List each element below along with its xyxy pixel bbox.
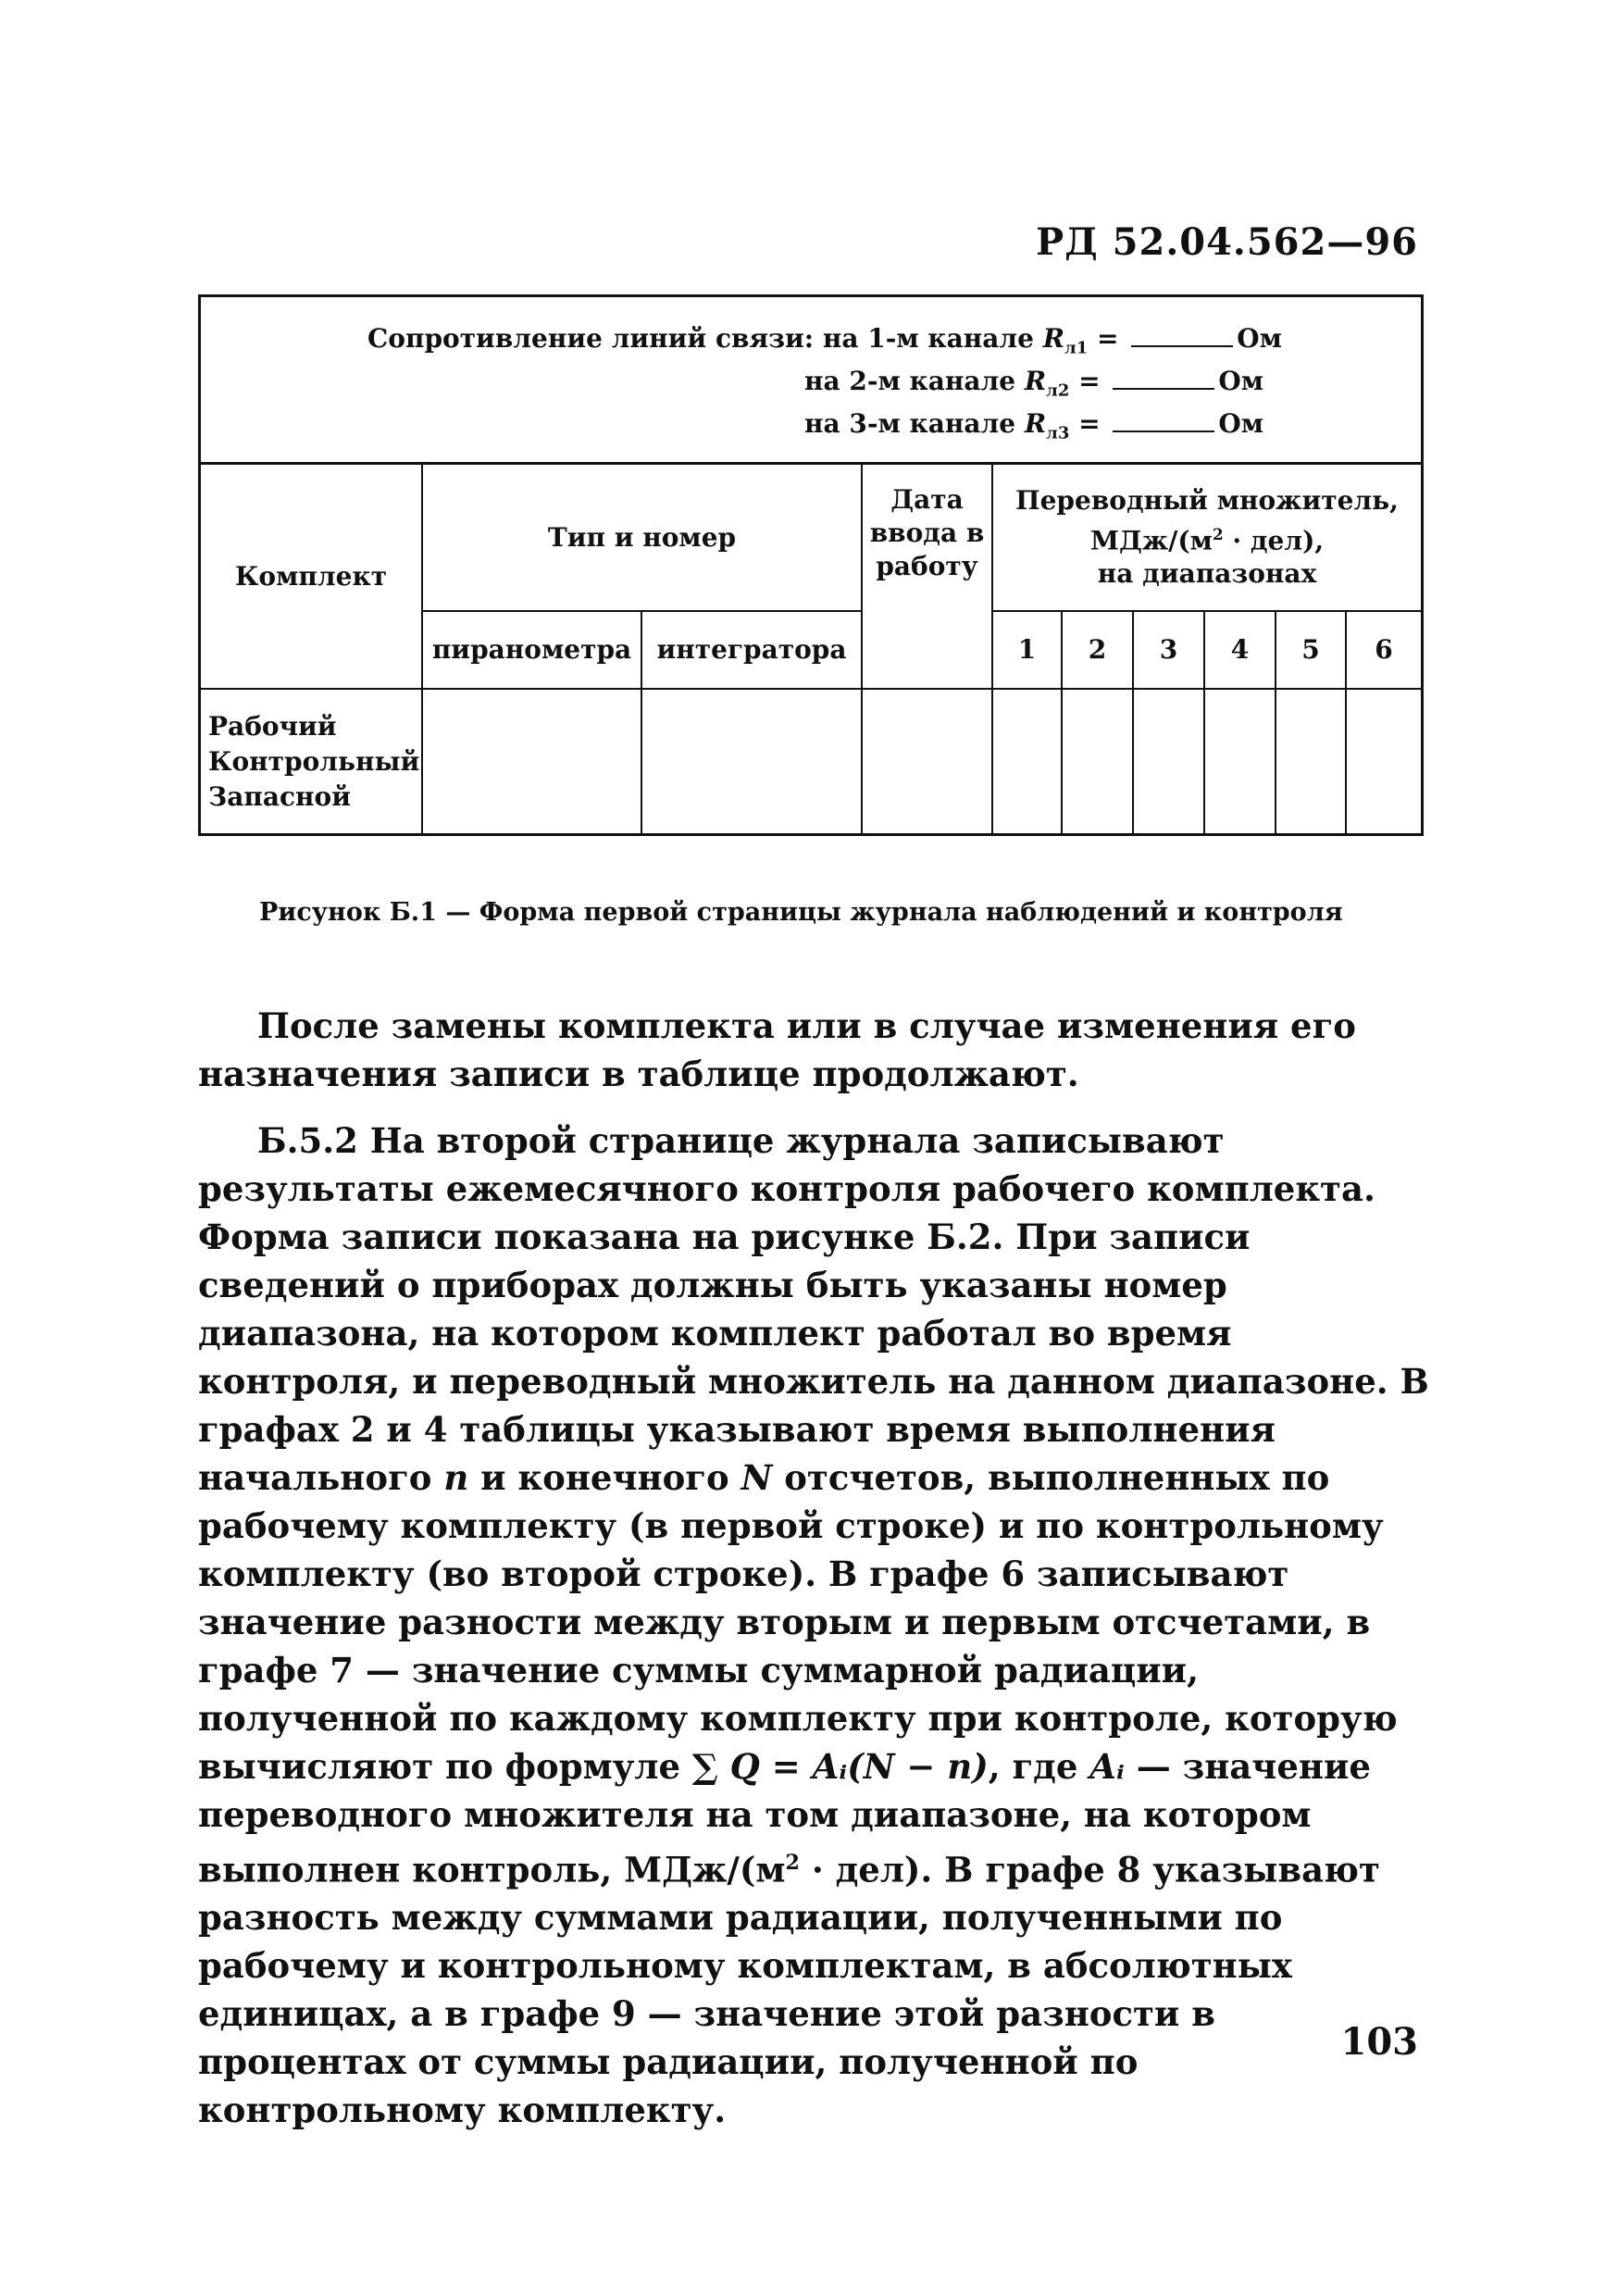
- header-mult-sup: 2: [1212, 524, 1224, 543]
- journal-form: [198, 294, 1424, 836]
- p2-sup: 2: [785, 1851, 800, 1875]
- resistance-sub-3: л3: [1046, 423, 1070, 443]
- table-row: [201, 689, 1421, 833]
- resistance-blank-2[interactable]: [1113, 387, 1214, 390]
- header-range-2: 2: [1062, 611, 1133, 689]
- header-range-6: 6: [1346, 611, 1421, 689]
- header-mult-line-3: на диапазонах: [1097, 558, 1317, 590]
- header-date-line-3: работу: [876, 551, 978, 581]
- resistance-blank-3[interactable]: [1113, 430, 1214, 432]
- cell-range-3[interactable]: [1133, 689, 1204, 833]
- header-date-line-1: Дата: [890, 484, 964, 515]
- resistance-line-2: [804, 366, 1263, 401]
- cell-range-6[interactable]: [1346, 689, 1421, 833]
- header-mult-unit-rest: · дел),: [1223, 525, 1325, 556]
- kit-list: [201, 689, 422, 833]
- resistance-label-3: на 3-м канале: [804, 408, 1016, 439]
- resistance-label-2: на 2-м канале: [804, 366, 1016, 396]
- paragraph-2-text: [198, 1117, 1429, 2134]
- p2-part-5: — значение переводного множителя на том диапазоне, на котором выполнен контроль, МДж/(м: [198, 1746, 1371, 1890]
- p2-formula: ∑ Q = Aᵢ(N − n): [691, 1746, 989, 1787]
- p2-part-3: отсчетов, выполненных по рабочему комплекту (в первой строке) и по контрольному комплекту (во второй строке). В графе 6 записывают значение разности между вторым и первым отсчетами, в графе 7 — значение суммы суммарной радиации, полученной по каждому комплекту при контроле, которую вычисляют по формуле: [198, 1457, 1398, 1787]
- cell-range-1[interactable]: [992, 689, 1062, 833]
- kit-control: Контрольный: [208, 745, 420, 777]
- cell-pyranometer[interactable]: [422, 689, 641, 833]
- resistance-eq-3: =: [1078, 408, 1101, 439]
- p2-part-1: Б.5.2 На второй странице журнала записывают результаты ежемесячного контроля рабочего комплекта. Форма записи показана на рисунке Б.2. При записи сведений о приборах должны быть указаны номер диапазона, на котором комплект работал во время контроля, и переводный множитель на данном диапазоне. В графах 2 и 4 таблицы указывают время выполнения начального: [198, 1120, 1429, 1498]
- header-mult-line-1: Переводный множитель,: [1015, 484, 1399, 516]
- header-kit: Комплект: [201, 465, 422, 689]
- resistance-symbol-2: R: [1024, 366, 1047, 396]
- paragraph-2: [198, 1117, 1429, 2134]
- header-range-4: 4: [1204, 611, 1276, 689]
- kit-spare: Запасной: [208, 780, 351, 812]
- resistance-unit-2: Ом: [1218, 366, 1264, 396]
- p2-part-2: и конечного: [468, 1457, 741, 1498]
- document-code: РД 52.04.562—96: [1036, 220, 1418, 264]
- p2-var-N: N: [741, 1457, 773, 1498]
- resistance-symbol-1: R: [1042, 323, 1065, 354]
- p2-var-n: n: [443, 1457, 469, 1498]
- header-mult-line-2: [993, 518, 1421, 557]
- header-range-3: 3: [1133, 611, 1204, 689]
- resistance-label-1: на 1-м канале: [822, 323, 1034, 354]
- paragraph-1: [198, 1002, 1429, 1098]
- resistance-eq-1: =: [1097, 323, 1119, 354]
- resistance-sub-2: л2: [1046, 381, 1070, 401]
- resistance-line-1: [367, 323, 1282, 358]
- cell-integrator[interactable]: [641, 689, 862, 833]
- header-date-line-2: ввода в: [869, 518, 985, 548]
- header-mult-unit: МДж/(м: [1089, 525, 1213, 556]
- kit-working: Рабочий: [208, 710, 337, 742]
- header-type-number: Тип и номер: [422, 465, 862, 611]
- resistance-unit-3: Ом: [1218, 408, 1264, 439]
- resistance-line-3: [804, 408, 1263, 443]
- header-commission-date: [862, 465, 992, 689]
- cell-range-2[interactable]: [1062, 689, 1133, 833]
- resistance-unit-1: Ом: [1237, 323, 1282, 354]
- resistance-title: Сопротивление линий связи:: [367, 323, 815, 354]
- cell-range-5[interactable]: [1276, 689, 1346, 833]
- cell-commission-date[interactable]: [862, 689, 992, 833]
- page-number: 103: [1340, 2020, 1418, 2064]
- paragraph-1-text: После замены комплекта или в случае изменения его назначения записи в таблице продолжают.: [198, 1005, 1356, 1094]
- p2-part-4: , где: [988, 1746, 1090, 1787]
- header-range-5: 5: [1276, 611, 1346, 689]
- resistance-symbol-3: R: [1024, 408, 1047, 439]
- cell-range-4[interactable]: [1204, 689, 1276, 833]
- p2-var-Ai: Aᵢ: [1089, 1746, 1125, 1787]
- header-integrator: интегратора: [641, 611, 862, 689]
- header-range-1: 1: [992, 611, 1062, 689]
- resistance-blank-1[interactable]: [1131, 344, 1233, 347]
- header-pyranometer: пиранометра: [422, 611, 641, 689]
- header-conversion-factor: [992, 465, 1421, 611]
- p2-part-6: · дел). В графе 8 указывают разность между суммами радиации, полученными по рабочему и контрольному комплектам, в абсолютных единицах, а в графе 9 — значение этой разности в процентах от суммы радиации, полученной по контрольному комплекту.: [198, 1849, 1380, 2131]
- figure-caption: Рисунок Б.1 — Форма первой страницы журнала наблюдений и контроля: [259, 898, 1343, 927]
- journal-table: [201, 465, 1421, 833]
- resistance-eq-2: =: [1078, 366, 1101, 396]
- line-resistance-block: [201, 297, 1421, 465]
- resistance-sub-1: л1: [1064, 338, 1089, 358]
